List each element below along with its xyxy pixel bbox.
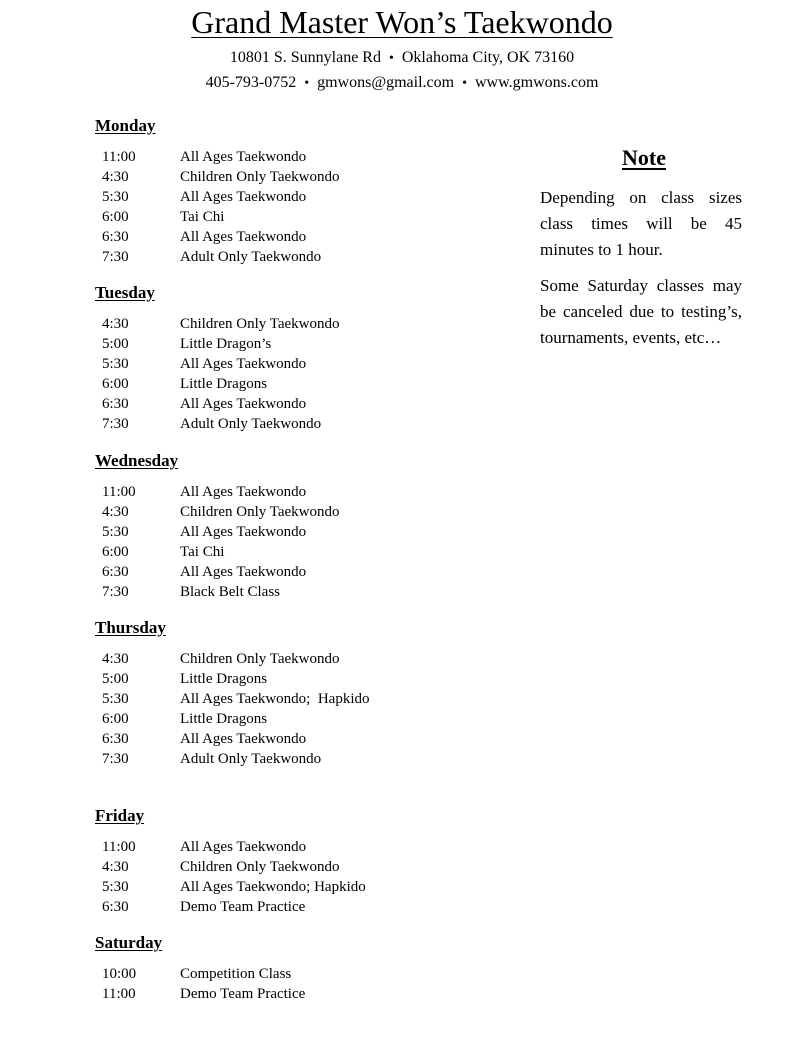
class-name: All Ages Taekwondo	[180, 149, 307, 165]
class-name: Children Only Taekwondo	[180, 859, 340, 875]
class-row	[102, 147, 515, 167]
class-name: Adult Only Taekwondo	[180, 751, 322, 767]
day-heading: Monday	[95, 116, 156, 135]
class-time: 6:00	[102, 544, 129, 560]
separator-bullet: •	[388, 51, 394, 66]
class-row	[102, 314, 515, 334]
class-row	[102, 247, 515, 267]
note-title: Note	[622, 145, 666, 170]
class-row	[102, 709, 515, 729]
day-heading: Wednesday	[95, 451, 179, 470]
class-row	[102, 394, 515, 414]
class-time: 5:30	[102, 356, 129, 372]
note-paragraph-saturday: Some Saturday classes may be canceled due to testing’s, tournaments, events, etc…	[540, 276, 742, 347]
day-section-saturday	[95, 932, 515, 1004]
class-time: 6:00	[102, 209, 129, 225]
class-list	[95, 649, 515, 769]
class-name: Little Dragons	[180, 671, 268, 687]
class-time: 6:30	[102, 731, 129, 747]
class-row	[102, 749, 515, 769]
class-row	[102, 857, 515, 877]
class-row	[102, 354, 515, 374]
class-row	[102, 729, 515, 749]
class-row	[102, 582, 515, 602]
class-name: All Ages Taekwondo; Hapkido	[180, 879, 366, 895]
day-heading: Saturday	[95, 933, 163, 952]
class-name: Demo Team Practice	[180, 986, 306, 1002]
contact-line	[8, 71, 796, 96]
class-name: All Ages Taekwondo	[180, 731, 307, 747]
class-name: Children Only Taekwondo	[180, 504, 340, 520]
separator-bullet: •	[462, 76, 467, 91]
class-time: 6:00	[102, 376, 129, 392]
class-row	[102, 877, 515, 897]
website-address: www.gmwons.com	[475, 74, 599, 91]
class-row	[102, 334, 515, 354]
class-time: 7:30	[102, 584, 129, 600]
class-name: Tai Chi	[180, 544, 225, 560]
class-row	[102, 522, 515, 542]
class-row	[102, 984, 515, 1004]
class-row	[102, 964, 515, 984]
class-name: Competition Class	[180, 966, 292, 982]
class-list	[95, 964, 515, 1004]
class-list	[95, 147, 515, 267]
class-name: All Ages Taekwondo	[180, 484, 307, 500]
class-name: Black Belt Class	[180, 584, 280, 600]
page-title: Grand Master Won’s Taekwondo	[191, 4, 613, 40]
class-time: 5:30	[102, 524, 129, 540]
class-name: Little Dragons	[180, 711, 268, 727]
class-time: 7:30	[102, 416, 129, 432]
class-time: 11:00	[102, 484, 136, 500]
class-name: Children Only Taekwondo	[180, 169, 340, 185]
email-address: gmwons@gmail.com	[317, 74, 455, 91]
class-time: 4:30	[102, 651, 129, 667]
phone-number: 405-793-0752	[205, 74, 297, 91]
class-time: 6:00	[102, 711, 129, 727]
class-name: All Ages Taekwondo	[180, 229, 307, 245]
day-section-monday	[95, 115, 515, 267]
class-name: All Ages Taekwondo	[180, 396, 307, 412]
class-time: 5:00	[102, 671, 129, 687]
class-time: 5:30	[102, 691, 129, 707]
class-name: Demo Team Practice	[180, 899, 306, 915]
class-time: 4:30	[102, 859, 129, 875]
class-time: 4:30	[102, 169, 129, 185]
class-time: 7:30	[102, 249, 129, 265]
separator-bullet: •	[304, 76, 310, 91]
class-row	[102, 649, 515, 669]
class-name: All Ages Taekwondo	[180, 524, 307, 540]
class-name: All Ages Taekwondo	[180, 356, 307, 372]
day-section-thursday	[95, 617, 515, 769]
day-section-wednesday	[95, 450, 515, 602]
class-row	[102, 897, 515, 917]
class-row	[102, 562, 515, 582]
class-name: All Ages Taekwondo	[180, 839, 307, 855]
class-time: 6:30	[102, 899, 129, 915]
class-row	[102, 837, 515, 857]
class-name: Adult Only Taekwondo	[180, 416, 322, 432]
class-name: Little Dragon’s	[180, 336, 272, 352]
class-row	[102, 207, 515, 227]
class-time: 5:30	[102, 189, 129, 205]
class-name: All Ages Taekwondo; Hapkido	[180, 691, 370, 707]
class-time: 6:30	[102, 564, 129, 580]
class-time: 5:00	[102, 336, 129, 352]
class-row	[102, 502, 515, 522]
class-time: 7:30	[102, 751, 129, 767]
class-name: Tai Chi	[180, 209, 225, 225]
note-box	[540, 143, 742, 361]
day-heading: Thursday	[95, 618, 166, 637]
day-section-friday	[95, 805, 515, 917]
class-row	[102, 187, 515, 207]
class-time: 6:30	[102, 229, 129, 245]
class-time: 6:30	[102, 396, 129, 412]
class-list	[95, 482, 515, 602]
class-name: Adult Only Taekwondo	[180, 249, 322, 265]
class-row	[102, 669, 515, 689]
class-name: Children Only Taekwondo	[180, 316, 340, 332]
document-header	[0, 2, 796, 96]
address-line	[8, 46, 796, 71]
note-paragraph-class-length: Depending on class sizes class times will be 45 minutes to 1 hour.	[540, 188, 742, 259]
day-heading: Friday	[95, 806, 145, 825]
class-row	[102, 227, 515, 247]
class-time: 11:00	[102, 986, 136, 1002]
class-row	[102, 167, 515, 187]
class-time: 4:30	[102, 504, 129, 520]
class-list	[95, 837, 515, 917]
class-row	[102, 689, 515, 709]
class-time: 11:00	[102, 149, 136, 165]
day-heading: Tuesday	[95, 283, 155, 302]
class-name: All Ages Taekwondo	[180, 189, 307, 205]
street-address: 10801 S. Sunnylane Rd	[229, 49, 381, 66]
class-row	[102, 414, 515, 434]
class-time: 4:30	[102, 316, 129, 332]
class-time: 11:00	[102, 839, 136, 855]
class-row	[102, 482, 515, 502]
class-name: Children Only Taekwondo	[180, 651, 340, 667]
class-row	[102, 542, 515, 562]
class-list	[95, 314, 515, 434]
class-time: 10:00	[102, 966, 137, 982]
day-section-tuesday	[95, 282, 515, 434]
class-name: All Ages Taekwondo	[180, 564, 307, 580]
class-name: Little Dragons	[180, 376, 268, 392]
city-state-zip: Oklahoma City, OK 73160	[401, 49, 575, 66]
class-row	[102, 374, 515, 394]
class-time: 5:30	[102, 879, 129, 895]
